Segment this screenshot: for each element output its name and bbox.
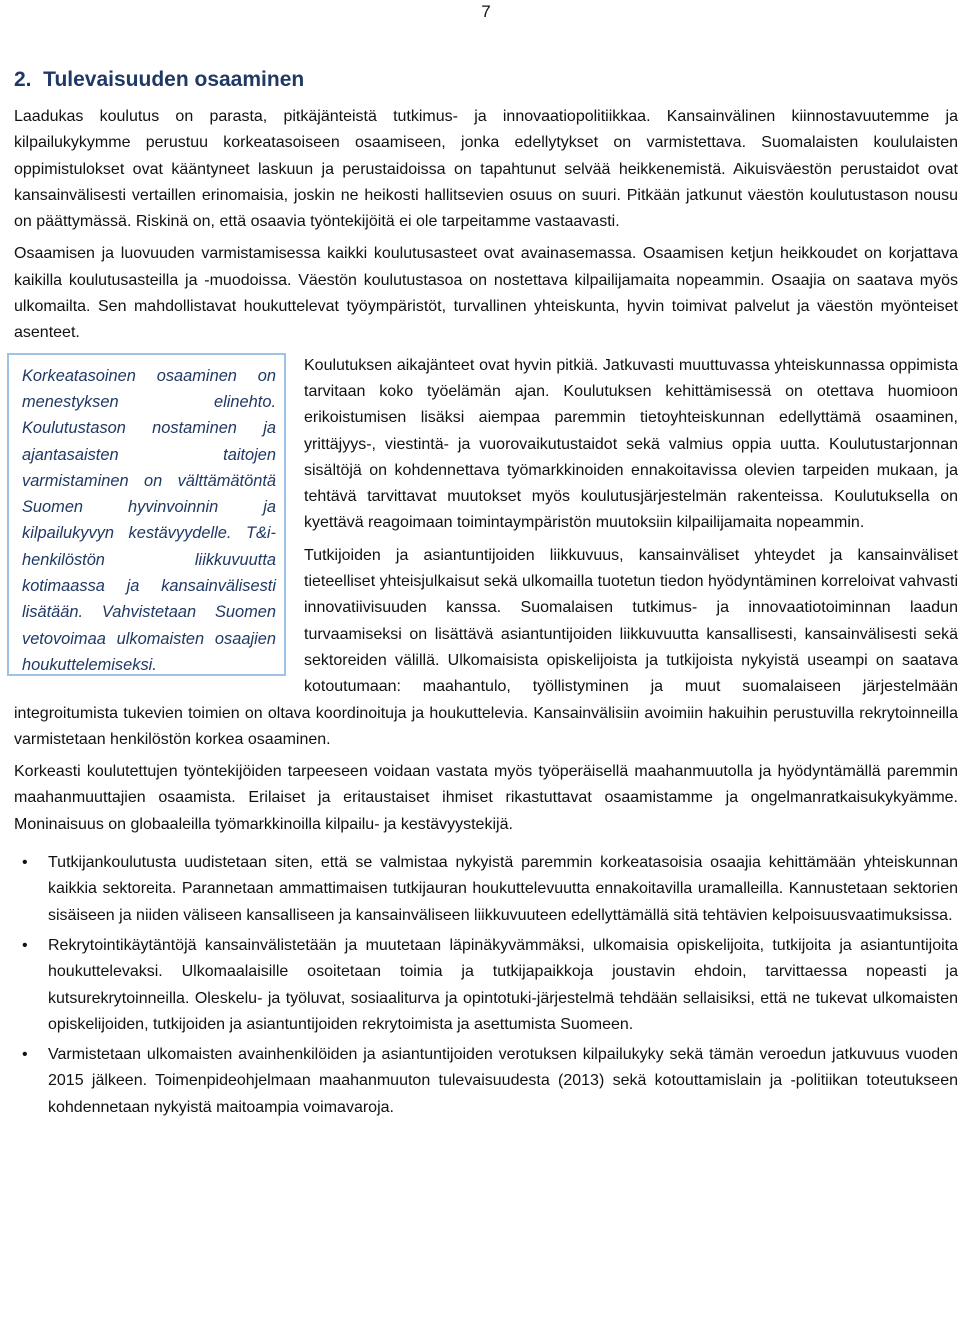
list-item-text: Rekrytointikäytäntöjä kansainvälistetään ja muutetaan läpinäkyvämmäksi, ulkomaisia opiskelijoita, tutkijoita ja asiantuntijoita houkuttelevaksi. Ulkomaalaisille osoitetaan toimia ja tutkijapaikkoja joustavin ehdoin, tarvittaessa nopeasti ja kutsurekrytoinneilla. Oleskelu- ja työluvat, sosiaaliturva ja opintotuki-järjestelmä tehdään sellaisiksi, että ne tukevat ulkomaisten opiskelijoiden, tutkijoiden ja asiantuntijoiden rekrytoimista ja asettumista Suomeen. xyxy=(48,936,958,1033)
bullet-icon: • xyxy=(22,936,28,954)
callout-box: Korkeatasoinen osaaminen on menestyksen elinehto. Koulutustason nostaminen ja ajantasaisten taitojen varmistaminen on välttämätöntä Suomen hyvinvoinnin ja kilpailukyvyn kestävyydelle. T&i-henkilöstön liikkuvuutta kotimaassa ja kansainvälisesti lisätään. Vahvistetaan Suomen vetovoimaa ulkomaisten osaajien houkuttelemiseksi. xyxy=(7,353,286,676)
paragraph-mobility: Tutkijoiden ja asiantuntijoiden liikkuvuus, kansainväliset yhteydet ja kansainväliset tieteelliset yhteisjulkaisut sekä ulkomailla tuotetun tiedon hyödyntäminen korreloivat vahvasti innovatiivisuuden kanssa. Suomalaisen tutkimus- ja innovaatiotoiminnan laadun turvaamiseksi on lisättävä asiantuntijoiden liikkuvuutta kansallisesti, kansainvälisesti sekä sektoreiden välillä. Ulkomaisista opiskelijoista ja tutkijoista nykyistä useampi on saatava kotoutumaan: maahantulo, työllistyminen ja muut suomalaiseen järjestelmään integroitumista tukevien toimien on oltava koordinoituja ja houkuttelevia. Kansainvälisiin avoimiin hakuihin perustuvilla rekrytoinneilla varmistetaan henkilöstön korkea osaaminen. xyxy=(14,546,958,748)
section-title: 2. Tulevaisuuden osaaminen xyxy=(14,68,305,91)
list-item xyxy=(22,850,958,929)
list-item xyxy=(22,933,958,1038)
bullet-list xyxy=(14,850,958,1121)
document-body xyxy=(14,62,958,1125)
paragraph-education: Koulutuksen aikajänteet ovat hyvin pitkiä. Jatkuvasti muuttuvassa yhteiskunnassa oppimista tarvitaan koko työelämän ajan. Koulutuksen kehittämisessä on otettava huomioon erikoistumisen lisäksi aiempaa paremmin tietoyhteiskunnan edellyttämä osaaminen, yrittäjyys-, viestintä- ja vuorovaikutustaidot sekä valmius oppia uutta. Koulutustarjonnan sisältöjä on kohdennettava työmarkkinoiden ennakoitavissa olevien tarpeiden mukaan, ja tehtävä tarvittavat muutokset myös koulutusjärjestelmän rakenteissa. Koulutuksella on kyettävä reagoimaan toimintaympäristön muutoksiin kilpailijamaita nopeammin. xyxy=(304,356,958,532)
list-item xyxy=(22,1042,958,1121)
bullet-icon: • xyxy=(22,854,28,872)
paragraph-intro: Laadukas koulutus on parasta, pitkäjänteistä tutkimus- ja innovaatiopolitiikkaa. Kansainvälinen kiinnostavuutemme ja kilpailukykymme perustuu korkeatasoiseen osaamiseen, jonka edellytykset on varmistettava. Suomalaisten koululaisten oppimistulokset ovat kääntyneet laskuun ja perustaidoissa on tapahtunut selvää heikkenemistä. Aikuisväestön perustaidot ovat kansainvälisesti vertaillen erinomaisia, joskin ne heikosti hallitsevien osuus on suuri. Pitkään jatkunut väestön koulutustason nousu on päättymässä. Riskinä on, että osaavia työntekijöitä ei ole tarpeitamme vastaavasti. xyxy=(14,108,958,231)
paragraph-skills: Osaamisen ja luovuuden varmistamisessa kaikki koulutusasteet ovat avainasemassa. Osaamisen ketjun heikkoudet on korjattava kaikilla koulutusasteilla ja -muodoissa. Väestön koulutustasoa on nostettava kilpailijamaita nopeammin. Osaajia on saatava myös ulkomailta. Sen mahdollistavat houkuttelevat työympäristöt, turvallinen yhteiskunta, hyvin toimivat palvelut ja väestön myönteiset asenteet. xyxy=(14,245,958,342)
bullet-icon: • xyxy=(22,1046,28,1064)
paragraph-immigration: Korkeasti koulutettujen työntekijöiden tarpeeseen voidaan vastata myös työperäisellä maahanmuutolla ja hyödyntämällä paremmin maahanmuuttajien osaamista. Erilaiset ja eritaustaiset ihmiset rikastuttavat osaamistamme ja ongelmanratkaisukykyämme. Moninaisuus on globaaleilla työmarkkinoilla kilpailu- ja kestävyystekijä. xyxy=(14,763,958,833)
list-item-text: Varmistetaan ulkomaisten avainhenkilöiden ja asiantuntijoiden verotuksen kilpailukyky sekä tämän veroedun jatkuvuus vuoden 2015 jälkeen. Toimenpideohjelmaan maahanmuuton tulevaisuudesta (2013) sekä kotouttamislain ja -politiikan toteutukseen kohdennetaan nykyistä maitoampia voimavaroja. xyxy=(48,1046,958,1116)
page-number: 7 xyxy=(481,2,491,21)
list-item-text: Tutkijankoulutusta uudistetaan siten, että se valmistaa nykyistä paremmin korkeatasoisia osaajia kehittämään yhteiskunnan kaikkia sektoreita. Parannetaan ammattimaisen tutkijauran houkuttelevuutta ennakoitavilla uramalleilla. Kannustetaan sektorien sisäiseen ja niiden väliseen kansalliseen ja kansainväliseen liikkuvuuteen edellyttämällä sitä tehtävien kelpoisuusvaatimuksissa. xyxy=(48,854,958,924)
